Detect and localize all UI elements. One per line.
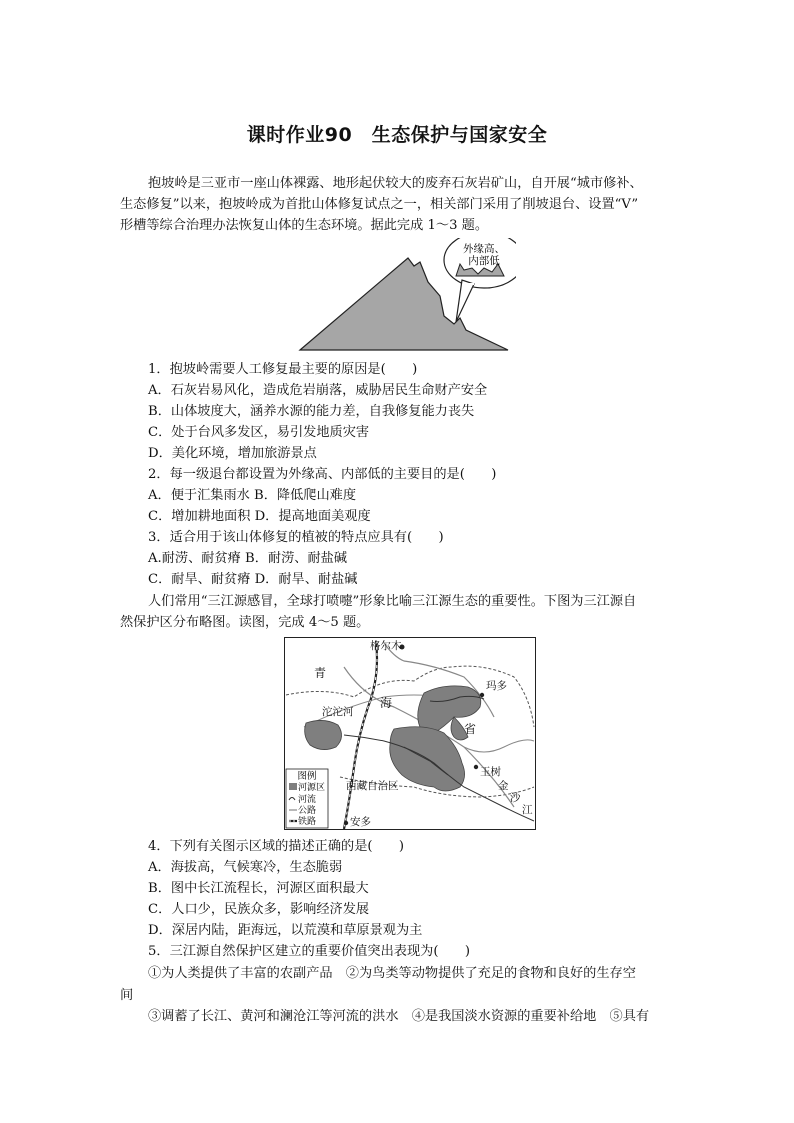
question-line: 4．下列有关图示区域的描述正确的是( ) [148,839,405,854]
option-line: A．海拔高，气候寒冷，生态脆弱 [148,860,343,875]
map-label-qing: 青 [314,666,327,680]
intro2-line: 然保护区分布略图。读图，完成 4～5 题。 [120,615,370,630]
question-line: 5．三江源自然保护区建立的重要价值突出表现为( ) [148,944,470,959]
map-label-maduo: 玛多 [486,680,507,692]
intro-line: 形槽等综合治理办法恢复山体的生态环境。据此完成 1～3 题。 [120,218,489,233]
q5-option-line: ①为人类提供了丰富的农副产品 ②为鸟类等动物提供了充足的食物和良好的生存空 [148,966,636,981]
intro-line: 抱坡岭是三亚市一座山体裸露、地形起伏较大的废弃石灰岩矿山，自开展“城市修补、 [148,176,643,191]
map-label-jin: 金 [498,780,509,792]
map-label-yushu: 玉树 [480,766,501,778]
yangtze-source-west [305,720,342,749]
callout-text-1: 外缘高、 [463,243,505,255]
page-title: 课时作业90 生态保护与国家安全 [246,124,548,146]
map-label-hai: 海 [380,696,393,710]
question-line: 3．适合用于该山体修复的植被的特点应具有( ) [148,530,444,545]
option-line: A．便于汇集雨水 B．降低爬山难度 [148,488,357,503]
legend-item-river: 河流 [298,795,317,805]
legend-item-source: 河源区 [298,783,326,793]
intro-line: 生态修复”以来，抱坡岭成为首批山体修复试点之一，相关部门采用了削坡退台、设置“V” [120,197,639,212]
q5-option-line: ③调蓄了长江、黄河和澜沧江等河流的洪水 ④是我国淡水资源的重要补给地 ⑤具有 [148,1009,650,1024]
map-label-sheng: 省 [464,722,477,736]
sanjiangyuan-map [284,637,536,830]
option-line: A．石灰岩易风化，造成危岩崩落，威胁居民生命财产安全 [148,383,488,398]
city-marker [480,693,484,697]
mountain-diagram [296,238,516,358]
callout-text-2: 内部低 [468,255,500,267]
intro2-line: 人们常用“三江源感冒，全球打喷嚏”形象比喻三江源生态的重要性。下图为三江源自 [148,594,637,609]
option-line: C．增加耕地面积 D．提高地面美观度 [148,509,371,524]
option-line: D．美化环境，增加旅游景点 [148,446,317,461]
q5-option-line: 间 [120,988,134,1003]
callout-pointer [456,280,474,322]
option-line: C．人口少，民族众多，影响经济发展 [148,902,370,917]
map-legend [286,769,328,828]
map-label-geermu: 格尔木 [370,640,402,652]
option-line: A.耐涝、耐贫瘠 B．耐涝、耐盐碱 [148,551,348,566]
map-label-anduo: 安多 [350,816,371,828]
city-marker [344,821,348,825]
legend-swatch-source [289,783,297,790]
legend-title: 图例 [297,771,317,782]
map-label-tibet: 西藏自治区 [346,780,399,792]
option-line: C．耐旱、耐贫瘠 D．耐旱、耐盐碱 [148,572,358,587]
option-line: D．深居内陆，距海远，以荒漠和草原景观为主 [148,923,423,938]
option-line: C．处于台风多发区，易引发地质灾害 [148,425,370,440]
map-label-sha: 沙 [510,792,521,804]
city-marker [474,765,478,769]
option-line: B．图中长江流程长，河源区面积最大 [148,881,369,896]
legend-item-road: 公路 [298,806,317,816]
option-line: B．山体坡度大，涵养水源的能力差，自我修复能力丧失 [148,404,475,419]
map-label-tuotuohe: 沱沱河 [322,706,354,718]
question-line: 1．抱坡岭需要人工修复最主要的原因是( ) [148,362,418,377]
map-label-jiang: 江 [522,804,533,816]
question-line: 2．每一级退台都设置为外缘高、内部低的主要目的是( ) [148,467,497,482]
legend-item-railway: 铁路 [298,817,317,827]
